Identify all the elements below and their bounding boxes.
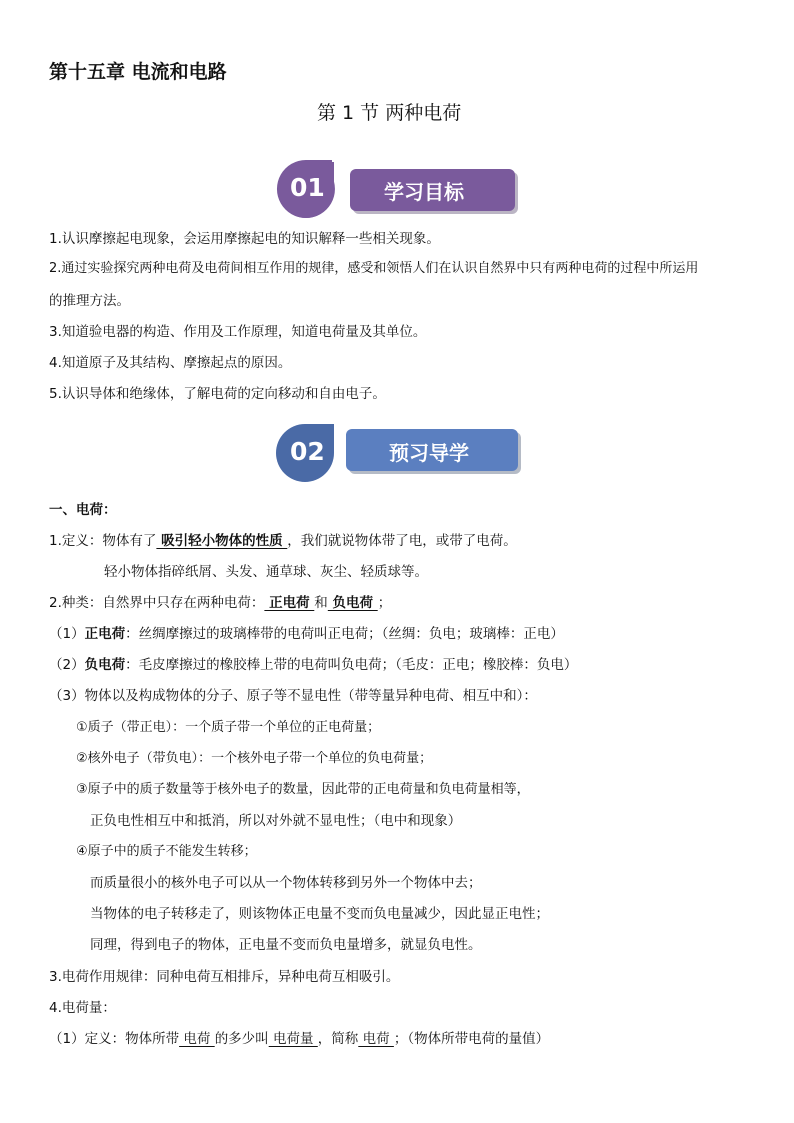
- text: 电荷量：: [61, 1000, 116, 1016]
- definition-line: [49, 532, 517, 550]
- rule-line: [49, 968, 399, 986]
- answer-blank: 电荷量: [268, 1031, 318, 1047]
- text: 2.种类：自然界中只存在两种电荷：: [49, 595, 265, 611]
- answer-blank: 正电荷: [264, 595, 315, 611]
- text: （2）: [49, 657, 85, 673]
- point-4-cont-1: 而质量很小的核外电子可以从一个物体转移到另外一个物体中去；: [90, 875, 482, 891]
- point-4-cont-3: 同理，得到电子的物体，正电量不变而负电量增多，就显负电性。: [90, 937, 482, 953]
- objective-2: 2.通过实验探究两种电荷及电荷间相互作用的规律，感受和领悟人们在认识自然界中只有两种电荷的过程中所运用: [49, 261, 699, 276]
- negative-charge-line: [49, 656, 577, 674]
- light-objects-note: 轻小物体指碎纸屑、头发、通草球、灰尘、轻质球等。: [104, 564, 428, 580]
- text: 电荷作用规律：同种电荷互相排斥，异种电荷互相吸引。: [61, 969, 400, 985]
- answer-blank: 电荷: [179, 1031, 215, 1047]
- header-label: 预习导学: [389, 441, 469, 465]
- quantity-heading: [49, 999, 116, 1017]
- objective-1: 1.认识摩擦起电现象，会运用摩擦起电的知识解释一些相关现象。: [49, 231, 440, 247]
- point-3: ③原子中的质子数量等于核外电子的数量，因此带的正电荷量和负电荷量相等，: [76, 782, 530, 797]
- point-1: ①质子（带正电）：一个质子带一个单位的正电荷量；: [76, 720, 381, 735]
- text: 1.定义：物体有了: [49, 533, 157, 549]
- answer-blank: 负电荷: [327, 595, 378, 611]
- point-3-cont: 正负电性相互中和抵消，所以对外就不显电性；（电中和现象）: [90, 813, 462, 829]
- answer-blank: 电荷: [358, 1031, 394, 1047]
- quantity-definition: [49, 1030, 549, 1048]
- neutral-line: （3）物体以及构成物体的分子、原子等不显电性（带等量异种电荷、相互中和）：: [49, 688, 537, 704]
- answer-blank: 吸引轻小物体的性质: [156, 533, 288, 549]
- text: （1）: [49, 626, 85, 642]
- text: ，我们就说物体带了电，或带了电荷。: [287, 533, 517, 549]
- text: （1）定义：物体所带: [49, 1031, 180, 1047]
- heading-charge: 一、电荷：: [49, 502, 117, 518]
- text: 4.: [49, 1000, 62, 1016]
- point-4-cont-2: 当物体的电子转移走了，则该物体正电量不变而负电量减少，因此显正电性；: [90, 906, 549, 922]
- text: ：毛皮摩擦过的橡胶棒上带的电荷叫负电荷；（毛皮：正电；橡胶棒：负电）: [125, 657, 578, 673]
- text: 和: [314, 595, 328, 611]
- header-label: 学习目标: [384, 180, 464, 204]
- header-learning-goals: [276, 158, 520, 220]
- term: 正电荷: [84, 626, 126, 642]
- point-4: ④原子中的质子不能发生转移；: [76, 844, 257, 859]
- text: ；（物体所带电荷的量值）: [393, 1031, 550, 1047]
- kinds-line: [49, 594, 391, 612]
- header-preview-guide: [273, 420, 523, 484]
- objective-3: 3.知道验电器的构造、作用及工作原理，知道电荷量及其单位。: [49, 324, 427, 340]
- objective-4: 4.知道原子及其结构、摩擦起点的原因。: [49, 355, 292, 371]
- positive-charge-line: [49, 625, 564, 643]
- text: 3.: [49, 969, 62, 985]
- header-number: 02: [290, 437, 325, 466]
- section-title: 第 1 节 两种电荷: [317, 102, 462, 124]
- objective-5: 5.认识导体和绝缘体，了解电荷的定向移动和自由电子。: [49, 386, 386, 402]
- text: 的多少叫: [214, 1031, 269, 1047]
- text: ；: [377, 595, 392, 611]
- objective-2-cont: 的推理方法。: [49, 293, 130, 309]
- text: ，简称: [317, 1031, 359, 1047]
- point-2: ②核外电子（带负电）：一个核外电子带一个单位的负电荷量；: [76, 751, 433, 766]
- text: ：丝绸摩擦过的玻璃棒带的电荷叫正电荷；（丝绸：负电；玻璃棒：正电）: [125, 626, 564, 642]
- chapter-title: 第十五章 电流和电路: [49, 61, 227, 83]
- header-number: 01: [290, 173, 325, 202]
- term: 负电荷: [84, 657, 126, 673]
